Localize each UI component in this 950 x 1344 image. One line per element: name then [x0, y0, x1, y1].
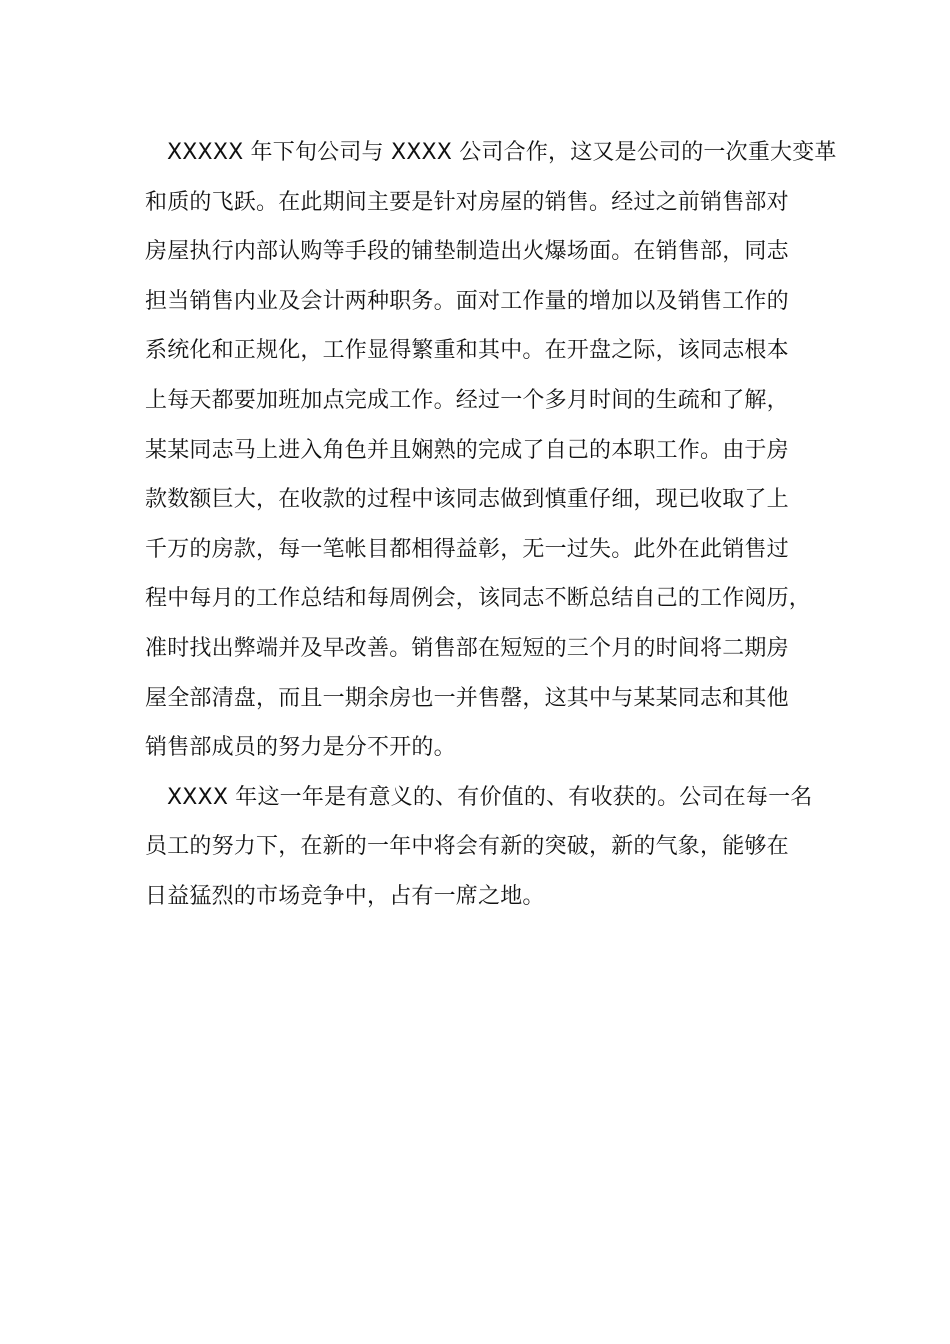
- paragraph-line: XXXXX 年下旬公司与 XXXX 公司合作，这又是公司的一次重大变革: [167, 140, 837, 165]
- paragraph-line: 上每天都要加班加点完成工作。经过一个多月时间的生疏和了解，: [145, 387, 789, 413]
- document-body: [145, 128, 837, 922]
- paragraph-line: 准时找出弊端并及早改善。销售部在短短的三个月的时间将二期房: [145, 635, 789, 661]
- paragraph-line: 日益猛烈的市场竞争中，占有一席之地。: [145, 883, 545, 909]
- paragraph-line: 担当销售内业及会计两种职务。面对工作量的增加以及销售工作的: [145, 288, 789, 314]
- paragraph-line: 销售部成员的努力是分不开的。: [145, 735, 456, 761]
- paragraph-line: 某某同志马上进入角色并且娴熟的完成了自己的本职工作。由于房: [145, 437, 789, 463]
- paragraph-line: 和质的飞跃。在此期间主要是针对房屋的销售。经过之前销售部对: [145, 189, 789, 215]
- paragraph-line: 千万的房款，每一笔帐目都相得益彰，无一过失。此外在此销售过: [145, 536, 789, 562]
- paragraph-line: 款数额巨大，在收款的过程中该同志做到慎重仔细，现已收取了上: [145, 487, 789, 513]
- paragraph-1: [145, 128, 837, 773]
- paragraph-line: 程中每月的工作总结和每周例会，该同志不断总结自己的工作阅历，: [145, 586, 812, 612]
- paragraph-2: [145, 773, 825, 922]
- paragraph-line: 房屋执行内部认购等手段的铺垫制造出火爆场面。在销售部，同志: [145, 239, 789, 265]
- paragraph-line: 屋全部清盘，而且一期余房也一并售罄，这其中与某某同志和其他: [145, 685, 789, 711]
- paragraph-line: 员工的努力下，在新的一年中将会有新的突破，新的气象，能够在: [145, 834, 789, 860]
- paragraph-line: XXXX 年这一年是有意义的、有价值的、有收获的。公司在每一名: [167, 784, 813, 810]
- paragraph-line: 系统化和正规化，工作显得繁重和其中。在开盘之际，该同志根本: [145, 338, 789, 364]
